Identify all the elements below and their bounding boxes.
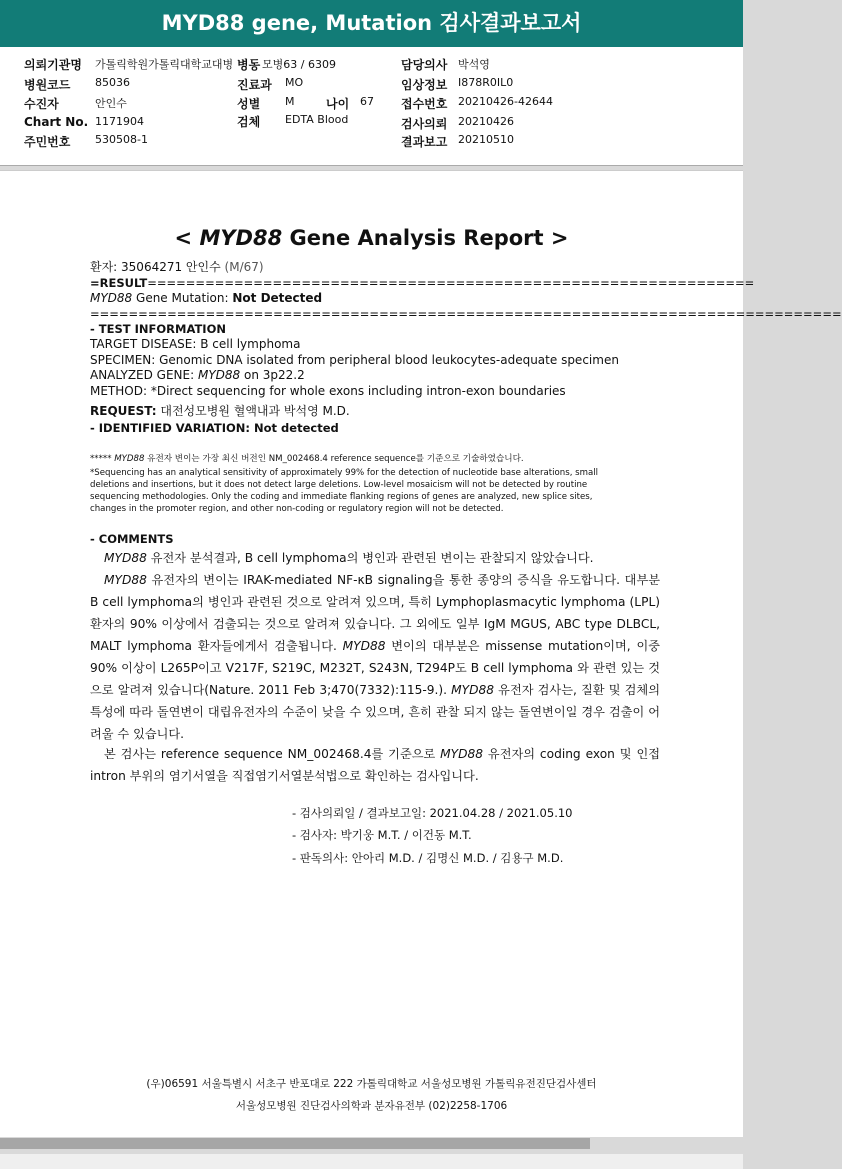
rrn-value: 530508-1 [95, 133, 148, 146]
chart-no-label: Chart No. [24, 115, 89, 129]
doctor-value: 박석영 [458, 58, 490, 71]
ward-label: 병동 [237, 58, 261, 72]
sex-label: 성별 [237, 97, 261, 111]
target-disease: TARGET DISEASE: B cell lymphoma [90, 337, 301, 351]
clinical-info-value: I878R0IL0 [458, 76, 514, 89]
analyzed-gene: ANALYZED GENE: MYD88 on 3p22.2 [90, 368, 305, 382]
patient-label: 수진자 [24, 97, 59, 111]
identified-variation: - IDENTIFIED VARIATION: Not detected [90, 421, 339, 435]
disclaimer-line-3: sequencing methodologies. Only the coding and immediate flanking regions of genes are analyzed, new splice sites, [90, 492, 593, 502]
test-request-label: 검사의뢰 [401, 117, 448, 131]
dept-label: 진료과 [237, 78, 272, 92]
method-text: METHOD: *Direct sequencing for whole exons including intron-exon boundaries [90, 384, 566, 398]
hospital-code-value: 85036 [95, 76, 130, 89]
result-header: =RESULT=============================================================== [90, 276, 755, 290]
footer-address: (우)06591 서울특별시 서초구 반포대로 222 가톨릭대학교 서울성모병원 가톨릭유전진단검사센터 [146, 1078, 597, 1090]
report-document [0, 170, 842, 1137]
test-dates: - 검사의뢰일 / 결과보고일: 2021.04.28 / 2021.05.10 [292, 806, 573, 820]
test-request-value: 20210426 [458, 115, 514, 128]
patient-line: 환자: 35064271 안인수 (M/67) [90, 260, 264, 274]
comment-paragraph-1: MYD88 유전자 분석결과, B cell lymphoma의 병인과 관련된 변이는 관찰되지 않았습니다. [104, 551, 594, 565]
report-title-bar [0, 0, 743, 47]
requester-value: 가톨릭학원가톨릭대학교대병 [95, 58, 234, 71]
receipt-label: 접수번호 [401, 97, 448, 111]
test-info-heading: - TEST INFORMATION [90, 322, 226, 336]
patient-value: 안인수 [95, 97, 127, 110]
chart-no-value: 1171904 [95, 115, 144, 128]
rrn-label: 주민번호 [24, 135, 71, 149]
horizontal-scrollbar[interactable] [0, 1138, 590, 1149]
mutation-result: MYD88 Gene Mutation: Not Detected [90, 291, 323, 305]
testers: - 검사자: 박기웅 M.T. / 이건동 M.T. [292, 828, 472, 842]
clinical-info-label: 임상정보 [401, 78, 448, 92]
specimen-label: 검체 [237, 115, 261, 129]
age-value: 67 [360, 95, 374, 108]
reference-note: ***** MYD88 유전자 변이는 가장 최신 버전인 NM_002468.4 reference sequence를 기준으로 기술하였습니다. [90, 454, 524, 464]
comment-paragraph-2: MYD88 유전자의 변이는 IRAK-mediated NF-κB signaling을 통한 종양의 증식을 유도합니다. 대부분 B cell lymphoma의 병인과 관련된 것으로 알려져 있으며, 특히 Lymphoplasmacytic lymphoma (LPL) 환자의 90% 이상에서 검출되는 것으로 알려져 있습니다. 그 외에도 일부 IgM MGUS, ABC type DLBCL, MALT lymphoma 환자들에게서 검출됩니다. MYD88 변이의 대부분은 missense mutation이며, 이중 90% 이상이 L265P이고 V217F, S219C, M232T, S243N, T294P도 B cell lymphoma 와 관련 있는 것으로 알려져 있습니다(Nature. 2011 Feb 3;470(7332):115-9.). MYD88 유전자 검사는, 질환 및 검체의 특성에 따라 돌연변이 대립유전자의 수준이 낮을 수 있으며, 흔히 관찰 되지 않는 돌연변이일 경우 검출이 어려울 수 있습니다. [90, 573, 660, 741]
comment-paragraph-3: 본 검사는 reference sequence NM_002468.4를 기준으로 MYD88 유전자의 coding exon 및 인접 intron 부위의 염기서열을 직접염기서열분석법으로 확인하는 검사입니다. [90, 747, 660, 783]
divider-rule: ============================================================================== [90, 307, 842, 321]
doctor-label: 담당의사 [401, 58, 448, 72]
request-text: REQUEST: 대전성모병원 혈액내과 박석영 M.D. [90, 404, 350, 418]
disclaimer-line-1: *Sequencing has an analytical sensitivity of approximately 99% for the detection of nucleotide base alterations, small [90, 468, 599, 478]
specimen-text: SPECIMEN: Genomic DNA isolated from peripheral blood leukocytes-adequate specimen [90, 353, 619, 367]
disclaimer-line-4: changes in the promoter region, and other non-coding or regulatory region will not be detected. [90, 504, 504, 514]
dept-value: MO [285, 76, 304, 89]
reading-physicians: - 판독의사: 안아리 M.D. / 김명신 M.D. / 김용구 M.D. [292, 851, 564, 865]
result-report-label: 결과보고 [401, 135, 448, 149]
report-title: MYD88 gene, Mutation 검사결과보고서 [161, 11, 582, 35]
requester-label: 의뢰기관명 [24, 58, 82, 72]
receipt-value: 20210426-42644 [458, 95, 553, 108]
patient-info-panel [0, 47, 743, 166]
result-report-value: 20210510 [458, 133, 514, 146]
footer-contact: 서울성모병원 진단검사의학과 분자유전부 (02)2258-1706 [235, 1100, 508, 1112]
document-title: < MYD88 Gene Analysis Report > [174, 226, 569, 250]
disclaimer-line-2: deletions and insertions, but it does not detect large deletions. Low-level mosaicism will not be detected by routine [90, 480, 588, 490]
hospital-code-label: 병원코드 [24, 78, 71, 92]
scrollbar-track [0, 1154, 743, 1169]
age-label: 나이 [326, 97, 350, 111]
sex-value: M [285, 95, 295, 108]
specimen-value: EDTA Blood [285, 113, 349, 126]
comments-heading: - COMMENTS [90, 532, 174, 546]
ward-value: 모병63 / 6309 [262, 58, 336, 71]
